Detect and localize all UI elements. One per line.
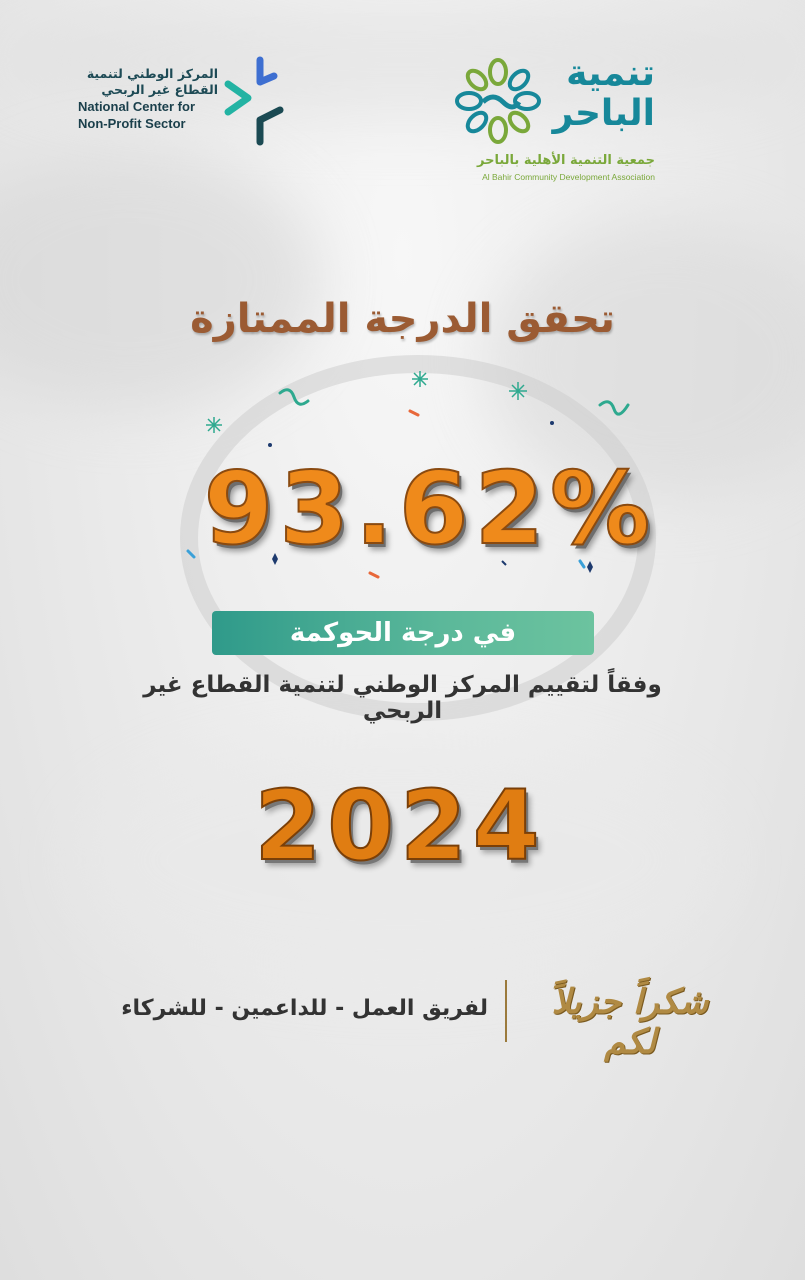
year: 2024 (254, 770, 546, 882)
bahir-name-line2: الباحر (552, 93, 655, 134)
ncnp-ar-line2: القطاع غير الربحي (101, 82, 218, 97)
governance-badge: في درجة الحوكمة (212, 611, 594, 655)
thanks-row (80, 980, 730, 1062)
thanks-calligraphy: شكراً جزيلاً لكم (551, 982, 709, 1062)
bahir-ar-subtitle: جمعية التنمية الأهلية بالباحر (477, 153, 655, 168)
headline: تحقق الدرجة الممتازة (190, 296, 615, 342)
ncnp-logo (78, 54, 293, 154)
thanks-recipients: لفريق العمل - للداعمين - للشركاء (121, 996, 488, 1021)
bahir-logo (455, 53, 665, 188)
ncnp-en-line1: National Center for (78, 99, 196, 114)
ncnp-logo-text (78, 66, 218, 132)
bahir-en-subtitle: Al Bahir Community Development Association (482, 172, 655, 182)
bahir-name-line1: تنمية (566, 53, 655, 94)
evaluation-note: وفقاً لتقييم المركز الوطني لتنمية القطاع غير الربحي (143, 672, 662, 724)
bahir-name (535, 54, 655, 134)
divider (505, 980, 507, 1042)
ncnp-en-line2: Non-Profit Sector (78, 116, 186, 131)
ncnp-mark-icon (220, 54, 295, 149)
bahir-mark-icon (455, 58, 541, 144)
governance-score: 93.62% (203, 450, 657, 567)
ncnp-ar-line1: المركز الوطني لتنمية (86, 66, 218, 81)
